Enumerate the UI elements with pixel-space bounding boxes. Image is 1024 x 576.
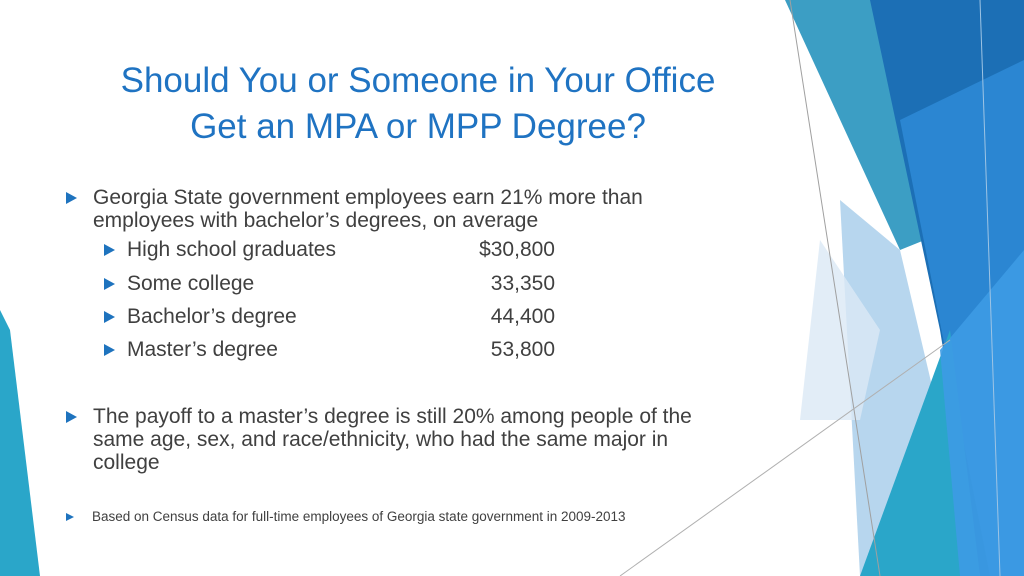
earnings-row: [104, 272, 555, 296]
title-line-2: Get an MPA or MPP Degree?: [190, 107, 646, 146]
bullet-arrow-icon: [66, 192, 77, 204]
bullet-payoff-line-2: same age, sex, and race/ethnicity, who had the same major in: [93, 428, 669, 451]
earnings-row-label: Bachelor’s degree: [127, 305, 297, 328]
bullet-earnings-text: [93, 186, 643, 232]
earnings-row-value: 33,350: [490, 272, 555, 295]
sub-bullet-arrow-icon: [104, 344, 115, 356]
earnings-row: [104, 238, 555, 262]
sub-bullet-arrow-icon: [104, 311, 115, 323]
source-note: Based on Census data for full-time employees of Georgia state government in 2009-2013: [92, 509, 626, 524]
bullet-earnings-line-2: employees with bachelor’s degrees, on average: [93, 209, 539, 232]
earnings-row-value: 53,800: [490, 338, 555, 361]
bullet-earnings-line-1: Georgia State government employees earn 21% more than: [93, 186, 643, 209]
bullet-payoff: [66, 405, 692, 474]
bullet-payoff-line-3: college: [93, 451, 160, 474]
earnings-row-label: Some college: [127, 272, 255, 295]
bullet-payoff-text: [93, 405, 692, 474]
bullet-payoff-line-1: The payoff to a master’s degree is still 20% among people of the: [93, 405, 692, 428]
sub-bullet-arrow-icon: [104, 278, 115, 290]
earnings-row-label: High school graduates: [127, 238, 336, 261]
bullet-arrow-icon: [66, 513, 74, 521]
bullet-arrow-icon: [66, 411, 77, 423]
earnings-row-label: Master’s degree: [127, 338, 278, 361]
earnings-row: [104, 338, 555, 362]
title-line-1: Should You or Someone in Your Office: [120, 61, 716, 100]
bullet-source: [66, 509, 626, 525]
earnings-row-value: 44,400: [490, 305, 555, 328]
earnings-row-value: $30,800: [479, 238, 555, 261]
earnings-row: [104, 305, 555, 329]
slide-title: [60, 58, 776, 150]
bullet-earnings: [66, 186, 643, 232]
decor-left-accent: [0, 310, 40, 576]
sub-bullet-arrow-icon: [104, 244, 115, 256]
